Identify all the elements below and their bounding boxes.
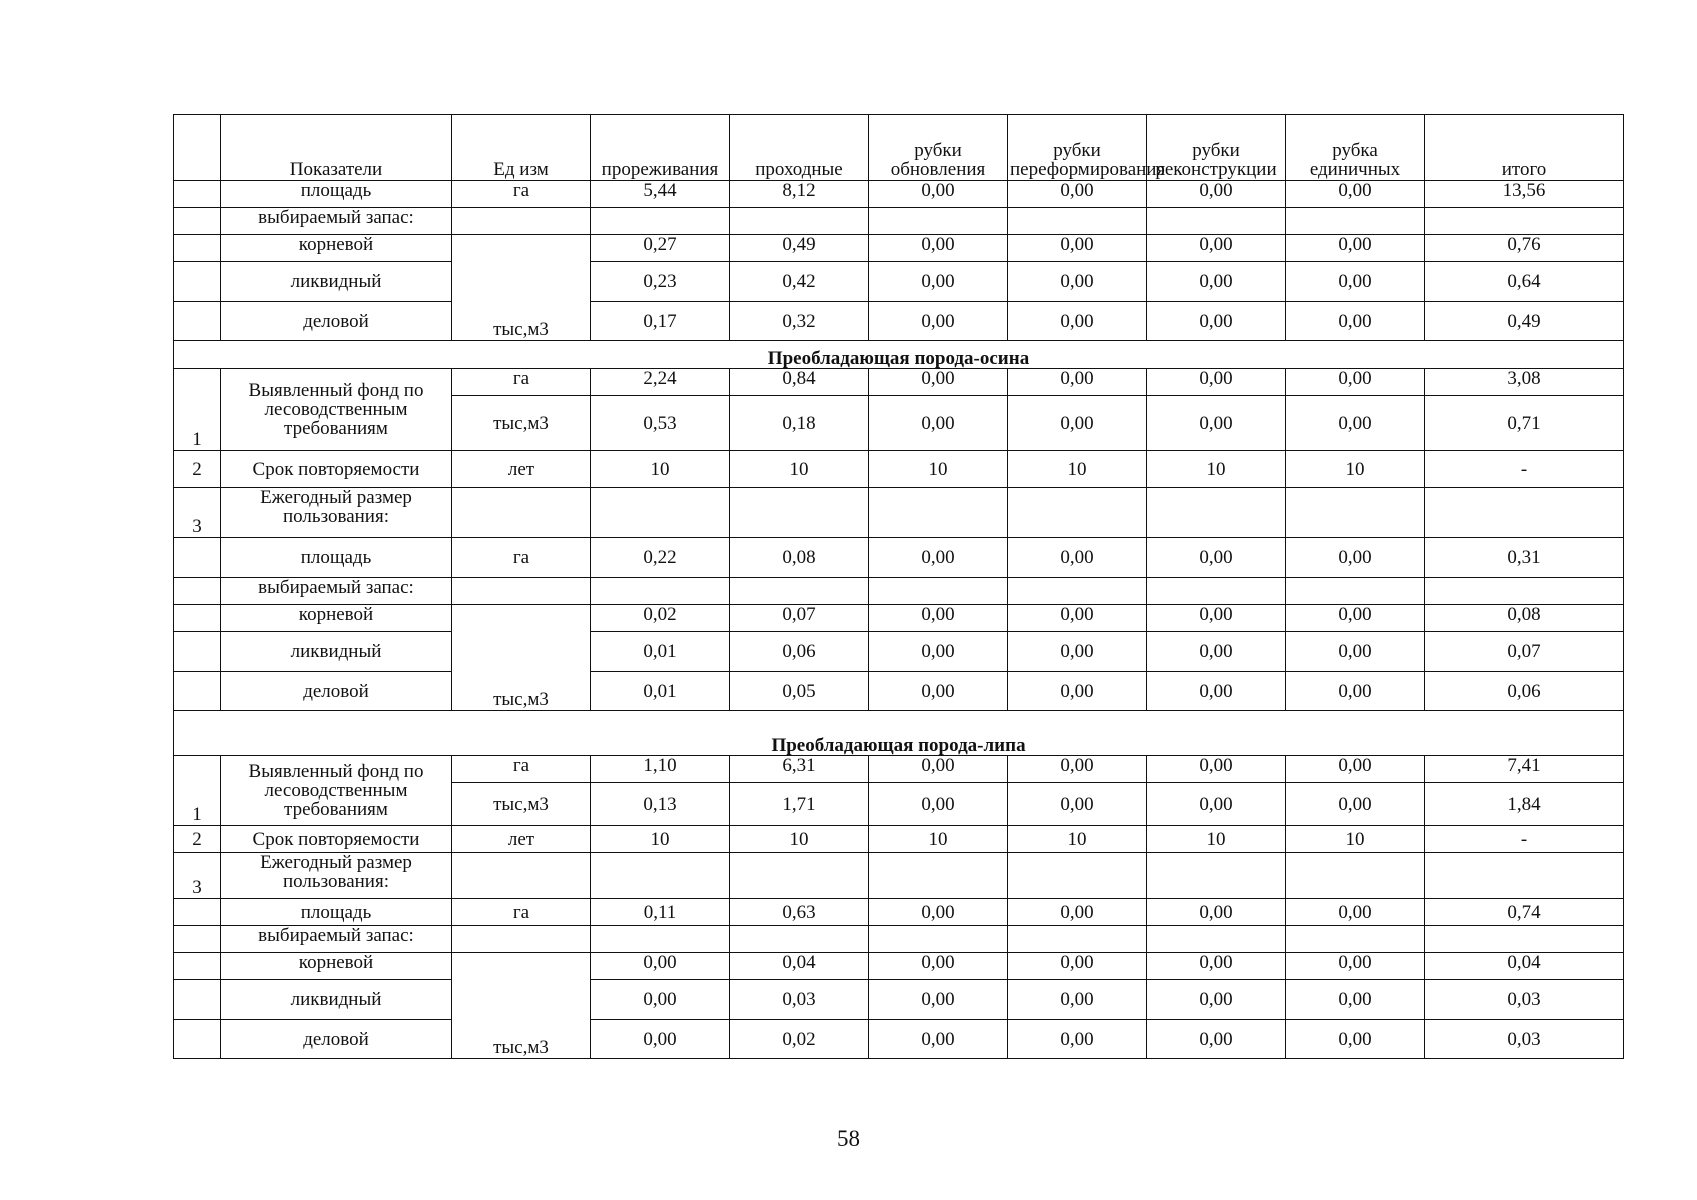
empty-cell	[1147, 208, 1286, 235]
value-cell: 0,00	[1008, 899, 1147, 926]
value-cell: 0,00	[1008, 302, 1147, 341]
header-total: итого	[1425, 115, 1624, 181]
value-cell: 0,00	[1286, 1020, 1425, 1059]
value-cell: 0,00	[1008, 181, 1147, 208]
value-cell: 0,00	[869, 783, 1008, 826]
value-cell: 0,00	[1008, 1020, 1147, 1059]
num-cell	[174, 926, 221, 953]
empty-cell	[869, 208, 1008, 235]
unit-cell: га	[452, 756, 591, 783]
value-cell: 0,00	[1008, 369, 1147, 396]
section-title: Преобладающая порода-липа	[174, 711, 1624, 756]
table-row	[174, 953, 1624, 980]
table-row	[174, 302, 1624, 341]
unit-cell: га	[452, 181, 591, 208]
row-label: ликвидный	[221, 632, 452, 672]
value-cell: 0,00	[1147, 980, 1286, 1020]
value-cell: 0,00	[869, 980, 1008, 1020]
row-label: Выявленный фонд по лесоводственным требованиям	[221, 756, 452, 826]
value-cell: 0,00	[869, 1020, 1008, 1059]
empty-cell	[1286, 853, 1425, 899]
value-cell: 0,00	[1147, 302, 1286, 341]
value-cell: 10	[1286, 826, 1425, 853]
empty-cell	[730, 578, 869, 605]
unit-cell: тыс,м3	[452, 235, 591, 341]
value-cell: 0,76	[1425, 235, 1624, 262]
value-cell: 0,63	[730, 899, 869, 926]
value-cell: 10	[1147, 451, 1286, 488]
row-label: ликвидный	[221, 980, 452, 1020]
value-cell: 0,00	[1147, 953, 1286, 980]
section-title-row	[174, 711, 1624, 756]
value-cell: 0,08	[730, 538, 869, 578]
row-label: выбираемый запас:	[221, 208, 452, 235]
num-cell	[174, 302, 221, 341]
header-single: рубка единичных	[1286, 115, 1425, 181]
value-cell: 10	[730, 826, 869, 853]
empty-cell	[1286, 578, 1425, 605]
value-cell: 0,71	[1425, 396, 1624, 451]
value-cell: 0,00	[1008, 396, 1147, 451]
value-cell: 0,00	[869, 396, 1008, 451]
num-cell	[174, 235, 221, 262]
empty-cell	[591, 578, 730, 605]
table-row	[174, 632, 1624, 672]
value-cell: 0,00	[1286, 396, 1425, 451]
empty-cell	[452, 578, 591, 605]
empty-cell	[1286, 488, 1425, 538]
item-number: 1	[174, 369, 221, 451]
header-thinning: прореживания	[591, 115, 730, 181]
value-cell: 0,00	[1286, 302, 1425, 341]
num-cell	[174, 208, 221, 235]
table-body	[174, 115, 1624, 1059]
empty-cell	[452, 926, 591, 953]
item-number: 2	[174, 826, 221, 853]
value-cell: 0,03	[730, 980, 869, 1020]
value-cell: 0,00	[1147, 181, 1286, 208]
value-cell: 0,00	[1286, 369, 1425, 396]
table-row	[174, 672, 1624, 711]
empty-cell	[1008, 208, 1147, 235]
value-cell: 0,00	[869, 899, 1008, 926]
value-cell: 0,00	[1286, 605, 1425, 632]
value-cell: 0,00	[1286, 756, 1425, 783]
value-cell: 0,04	[1425, 953, 1624, 980]
value-cell: 0,00	[1008, 783, 1147, 826]
value-cell: 0,49	[1425, 302, 1624, 341]
value-cell: 0,03	[1425, 1020, 1624, 1059]
value-cell: 0,07	[730, 605, 869, 632]
value-cell: 0,05	[730, 672, 869, 711]
value-cell: 0,00	[869, 953, 1008, 980]
table-row	[174, 826, 1624, 853]
header-num	[174, 115, 221, 181]
row-label: ликвидный	[221, 262, 452, 302]
value-cell: 0,01	[591, 632, 730, 672]
num-cell	[174, 1020, 221, 1059]
unit-cell: тыс,м3	[452, 953, 591, 1059]
value-cell: 0,32	[730, 302, 869, 341]
num-cell	[174, 181, 221, 208]
item-number: 2	[174, 451, 221, 488]
value-cell: -	[1425, 826, 1624, 853]
table-row	[174, 262, 1624, 302]
row-label: выбираемый запас:	[221, 578, 452, 605]
num-cell	[174, 632, 221, 672]
row-label: деловой	[221, 672, 452, 711]
row-label: площадь	[221, 181, 452, 208]
value-cell: 8,12	[730, 181, 869, 208]
value-cell: 0,00	[869, 632, 1008, 672]
value-cell: 0,53	[591, 396, 730, 451]
page-number: 58	[837, 1126, 860, 1151]
row-label: корневой	[221, 235, 452, 262]
value-cell: 0,00	[869, 262, 1008, 302]
value-cell: 0,08	[1425, 605, 1624, 632]
value-cell: 0,00	[1147, 672, 1286, 711]
value-cell: 0,42	[730, 262, 869, 302]
value-cell: 6,31	[730, 756, 869, 783]
value-cell: 0,00	[869, 756, 1008, 783]
value-cell: 0,00	[1008, 235, 1147, 262]
empty-cell	[591, 853, 730, 899]
empty-cell	[869, 488, 1008, 538]
value-cell: 0,04	[730, 953, 869, 980]
table-row	[174, 853, 1624, 899]
row-label: площадь	[221, 538, 452, 578]
value-cell: 10	[591, 451, 730, 488]
value-cell: 0,06	[1425, 672, 1624, 711]
value-cell: 0,00	[1286, 672, 1425, 711]
num-cell	[174, 672, 221, 711]
section-title-row	[174, 341, 1624, 369]
value-cell: 10	[591, 826, 730, 853]
value-cell: 5,44	[591, 181, 730, 208]
unit-cell: тыс,м3	[452, 783, 591, 826]
empty-cell	[1147, 488, 1286, 538]
empty-cell	[591, 208, 730, 235]
value-cell: 0,03	[1425, 980, 1624, 1020]
value-cell: 0,00	[1147, 899, 1286, 926]
row-label: площадь	[221, 899, 452, 926]
value-cell: 0,00	[1008, 632, 1147, 672]
empty-cell	[730, 208, 869, 235]
row-label: выбираемый запас:	[221, 926, 452, 953]
item-number: 3	[174, 488, 221, 538]
empty-cell	[730, 853, 869, 899]
empty-cell	[730, 926, 869, 953]
num-cell	[174, 980, 221, 1020]
value-cell: 0,00	[1286, 632, 1425, 672]
empty-cell	[1008, 578, 1147, 605]
value-cell: 0,01	[591, 672, 730, 711]
empty-cell	[1286, 926, 1425, 953]
row-label: Выявленный фонд по лесоводственным требованиям	[221, 369, 452, 451]
table-row	[174, 235, 1624, 262]
item-number: 3	[174, 853, 221, 899]
value-cell: 0,00	[1008, 980, 1147, 1020]
value-cell: 0,00	[591, 980, 730, 1020]
value-cell: 0,22	[591, 538, 730, 578]
value-cell: 0,00	[1286, 262, 1425, 302]
empty-cell	[1425, 926, 1624, 953]
value-cell: 0,00	[1286, 953, 1425, 980]
value-cell: 7,41	[1425, 756, 1624, 783]
unit-cell: лет	[452, 451, 591, 488]
table-row	[174, 926, 1624, 953]
table-row	[174, 578, 1624, 605]
value-cell: 0,00	[1147, 369, 1286, 396]
row-label: корневой	[221, 953, 452, 980]
value-cell: -	[1425, 451, 1624, 488]
item-number: 1	[174, 756, 221, 826]
table-row	[174, 451, 1624, 488]
num-cell	[174, 262, 221, 302]
num-cell	[174, 605, 221, 632]
empty-cell	[452, 208, 591, 235]
empty-cell	[1147, 926, 1286, 953]
header-passage: проходные	[730, 115, 869, 181]
num-cell	[174, 538, 221, 578]
table-row	[174, 488, 1624, 538]
table-row	[174, 980, 1624, 1020]
value-cell: 0,07	[1425, 632, 1624, 672]
value-cell: 0,49	[730, 235, 869, 262]
value-cell: 0,00	[1008, 538, 1147, 578]
value-cell: 0,00	[1147, 783, 1286, 826]
value-cell: 0,11	[591, 899, 730, 926]
value-cell: 0,00	[1286, 235, 1425, 262]
num-cell	[174, 953, 221, 980]
value-cell: 0,84	[730, 369, 869, 396]
empty-cell	[1008, 926, 1147, 953]
row-label: Срок повторяемости	[221, 451, 452, 488]
value-cell: 0,00	[1286, 980, 1425, 1020]
empty-cell	[730, 488, 869, 538]
empty-cell	[591, 488, 730, 538]
value-cell: 0,00	[1147, 262, 1286, 302]
value-cell: 0,00	[869, 302, 1008, 341]
unit-cell: га	[452, 899, 591, 926]
value-cell: 0,00	[869, 181, 1008, 208]
value-cell: 0,00	[1008, 672, 1147, 711]
value-cell: 0,31	[1425, 538, 1624, 578]
value-cell: 0,00	[1286, 181, 1425, 208]
empty-cell	[1425, 488, 1624, 538]
value-cell: 0,00	[1008, 605, 1147, 632]
row-label: деловой	[221, 1020, 452, 1059]
value-cell: 0,00	[1147, 632, 1286, 672]
value-cell: 0,00	[1286, 783, 1425, 826]
value-cell: 0,00	[1008, 262, 1147, 302]
empty-cell	[1425, 853, 1624, 899]
row-label: Ежегодный размер пользования:	[221, 488, 452, 538]
row-label: Срок повторяемости	[221, 826, 452, 853]
unit-cell: тыс,м3	[452, 396, 591, 451]
empty-cell	[1147, 853, 1286, 899]
value-cell: 10	[1147, 826, 1286, 853]
value-cell: 0,00	[1147, 235, 1286, 262]
value-cell: 0,00	[1147, 756, 1286, 783]
value-cell: 0,02	[591, 605, 730, 632]
value-cell: 10	[1008, 451, 1147, 488]
num-cell	[174, 899, 221, 926]
table-row	[174, 538, 1624, 578]
empty-cell	[1286, 208, 1425, 235]
value-cell: 10	[869, 826, 1008, 853]
table-row	[174, 899, 1624, 926]
value-cell: 0,06	[730, 632, 869, 672]
value-cell: 0,23	[591, 262, 730, 302]
value-cell: 0,13	[591, 783, 730, 826]
value-cell: 0,18	[730, 396, 869, 451]
value-cell: 0,00	[869, 605, 1008, 632]
value-cell: 0,02	[730, 1020, 869, 1059]
empty-cell	[1008, 488, 1147, 538]
value-cell: 3,08	[1425, 369, 1624, 396]
table-row	[174, 756, 1624, 783]
empty-cell	[869, 853, 1008, 899]
empty-cell	[869, 926, 1008, 953]
empty-cell	[591, 926, 730, 953]
value-cell: 10	[869, 451, 1008, 488]
value-cell: 0,00	[1008, 756, 1147, 783]
table-row	[174, 369, 1624, 396]
value-cell: 0,74	[1425, 899, 1624, 926]
value-cell: 2,24	[591, 369, 730, 396]
unit-cell: га	[452, 369, 591, 396]
empty-cell	[452, 853, 591, 899]
unit-cell: га	[452, 538, 591, 578]
empty-cell	[1425, 208, 1624, 235]
value-cell: 0,00	[869, 538, 1008, 578]
header-reformation: рубки переформирования	[1008, 115, 1147, 181]
value-cell: 0,00	[869, 235, 1008, 262]
value-cell: 0,00	[1147, 605, 1286, 632]
value-cell: 1,10	[591, 756, 730, 783]
header-indicator: Показатели	[221, 115, 452, 181]
value-cell: 10	[1008, 826, 1147, 853]
table-row	[174, 181, 1624, 208]
header-renewal: рубки обновления	[869, 115, 1008, 181]
value-cell: 10	[1286, 451, 1425, 488]
row-label: корневой	[221, 605, 452, 632]
value-cell: 0,00	[1147, 396, 1286, 451]
num-cell	[174, 578, 221, 605]
row-label: деловой	[221, 302, 452, 341]
value-cell: 0,27	[591, 235, 730, 262]
header-row	[174, 115, 1624, 181]
value-cell: 13,56	[1425, 181, 1624, 208]
unit-cell: лет	[452, 826, 591, 853]
value-cell: 0,00	[1286, 538, 1425, 578]
value-cell: 1,71	[730, 783, 869, 826]
empty-cell	[1425, 578, 1624, 605]
table-row	[174, 1020, 1624, 1059]
empty-cell	[869, 578, 1008, 605]
unit-cell: тыс,м3	[452, 605, 591, 711]
value-cell: 0,00	[869, 672, 1008, 711]
value-cell: 1,84	[1425, 783, 1624, 826]
value-cell: 0,00	[591, 1020, 730, 1059]
empty-cell	[452, 488, 591, 538]
felling-volume-table	[173, 114, 1624, 1059]
value-cell: 0,00	[1147, 1020, 1286, 1059]
value-cell: 0,00	[591, 953, 730, 980]
value-cell: 0,00	[869, 369, 1008, 396]
empty-cell	[1147, 578, 1286, 605]
empty-cell	[1008, 853, 1147, 899]
header-unit: Ед изм	[452, 115, 591, 181]
section-title: Преобладающая порода-осина	[174, 341, 1624, 369]
row-label: Ежегодный размер пользования:	[221, 853, 452, 899]
value-cell: 0,64	[1425, 262, 1624, 302]
table-row	[174, 208, 1624, 235]
value-cell: 10	[730, 451, 869, 488]
value-cell: 0,17	[591, 302, 730, 341]
value-cell: 0,00	[1286, 899, 1425, 926]
value-cell: 0,00	[1008, 953, 1147, 980]
header-reconstruction: рубки реконструкции	[1147, 115, 1286, 181]
table-row	[174, 605, 1624, 632]
value-cell: 0,00	[1147, 538, 1286, 578]
